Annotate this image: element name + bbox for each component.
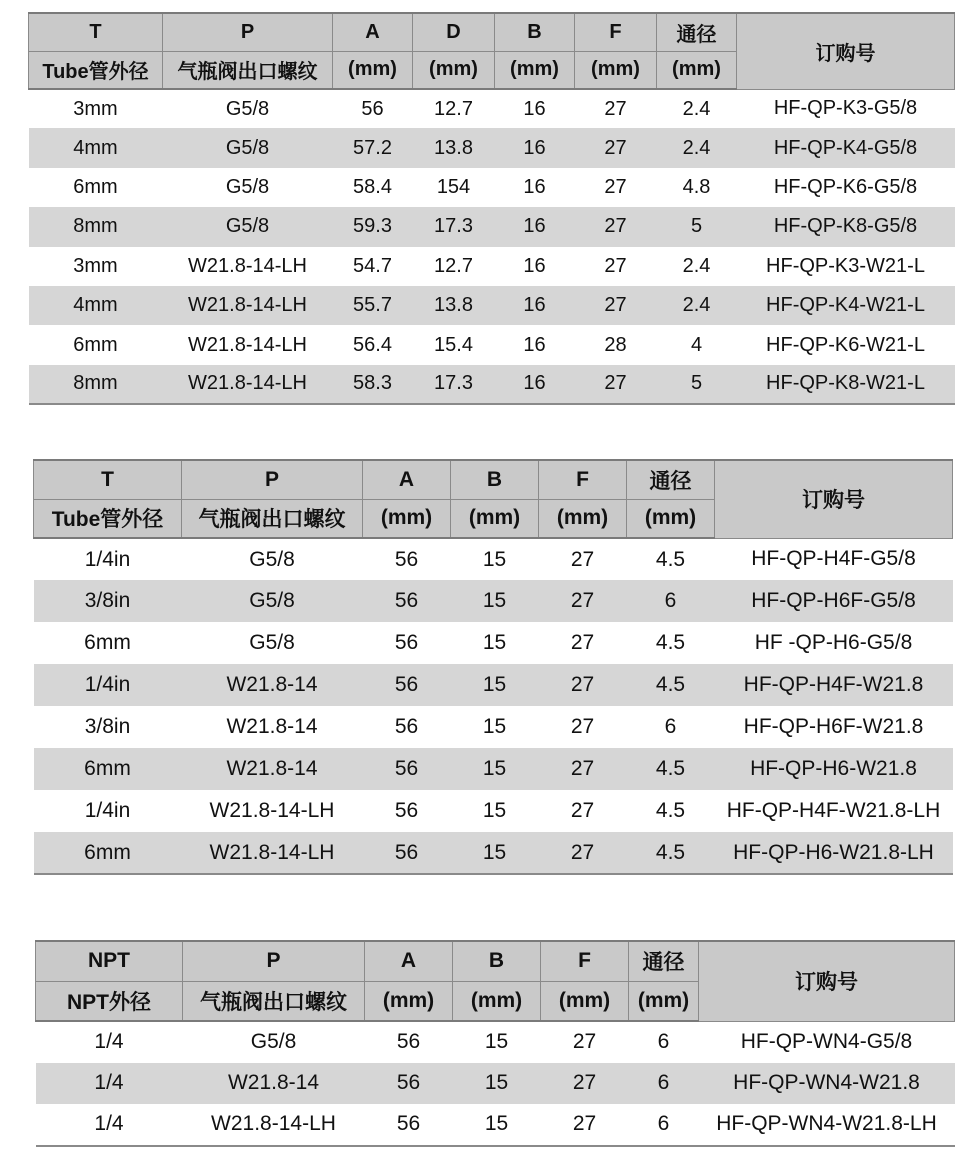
header-cell: B	[451, 460, 539, 499]
header-cell: (mm)	[451, 499, 539, 538]
table-cell: 16	[495, 128, 575, 167]
header-row	[34, 460, 953, 499]
order-number-cell: HF-QP-H4F-W21.8-LH	[726, 799, 941, 822]
table-cell: 1/4in	[34, 664, 182, 706]
table-cell: 4.5	[655, 547, 686, 571]
header-cell: NPT	[36, 941, 183, 981]
table-body	[29, 89, 955, 404]
table-cell: 27	[572, 1030, 597, 1054]
table-cell: 27	[575, 128, 657, 167]
table-row	[34, 664, 953, 706]
table-cell: 16	[523, 254, 546, 277]
table-cell: 56	[394, 799, 419, 822]
table-row	[34, 538, 953, 580]
table-row	[36, 1063, 955, 1105]
table-cell: 56	[365, 1104, 453, 1146]
table-row	[34, 580, 953, 622]
spec-table-3	[35, 940, 955, 1147]
order-number-cell: HF-QP-K6-G5/8	[773, 175, 918, 198]
table-cell: 4	[690, 333, 703, 356]
table-cell: 1/4	[94, 1030, 124, 1054]
table-cell: 3mm	[73, 254, 118, 277]
table-cell: 6mm	[73, 175, 118, 198]
table-cell: G5/8	[250, 1030, 297, 1054]
header-cell: P	[182, 460, 363, 499]
table-cell: 15	[451, 664, 539, 706]
table-row	[36, 1021, 955, 1063]
order-number-cell: HF-QP-WN4-W21.8-LH	[699, 1104, 955, 1146]
table-cell: 57.2	[333, 128, 413, 167]
header-cell: (mm)	[453, 981, 541, 1021]
table-header	[34, 460, 953, 538]
order-number-cell: HF-QP-K8-W21-L	[737, 365, 955, 404]
header-cell: P	[163, 13, 333, 51]
table-cell: 6mm	[34, 748, 182, 790]
table-cell: 15	[453, 1063, 541, 1105]
header-cell: (mm)	[539, 499, 627, 538]
header-cell: (mm)	[657, 51, 737, 89]
header-cell: 气瓶阀出口螺纹	[183, 981, 365, 1021]
table-cell: 27	[541, 1104, 629, 1146]
header-cell: (mm)	[495, 51, 575, 89]
header-cell: (mm)	[541, 981, 629, 1021]
header-cell: (mm)	[575, 51, 657, 89]
table-cell: 54.7	[353, 254, 392, 277]
table-row	[34, 790, 953, 832]
table-cell: 56	[396, 1030, 421, 1054]
table-cell: 6	[657, 1030, 670, 1054]
table-cell: 27	[575, 286, 657, 325]
header-cell: F	[541, 941, 629, 981]
table-cell: 1/4	[36, 1104, 183, 1146]
table-cell: 4mm	[29, 128, 163, 167]
table-cell: G5/8	[182, 580, 363, 622]
header-cell: T	[29, 13, 163, 51]
table-cell: 56	[394, 715, 419, 738]
header-row	[29, 13, 955, 51]
table-cell: 6	[629, 1104, 699, 1146]
table-cell: 27	[539, 832, 627, 874]
table-cell: 56	[361, 97, 384, 120]
table-cell: 16	[523, 333, 546, 356]
header-cell: A	[363, 460, 451, 499]
table-header	[36, 941, 955, 1021]
table-cell: 2.4	[657, 128, 737, 167]
table-cell: 27	[541, 1063, 629, 1105]
header-cell: P	[183, 941, 365, 981]
table-cell: 27	[539, 580, 627, 622]
table-header	[29, 13, 955, 89]
table-cell: 55.7	[333, 286, 413, 325]
order-number-cell: HF-QP-K3-W21-L	[766, 254, 925, 277]
header-cell: (mm)	[365, 981, 453, 1021]
table-cell: 6mm	[34, 832, 182, 874]
table-cell: 15	[482, 799, 507, 822]
table-cell: 27	[570, 547, 595, 571]
order-number-header: 订购号	[699, 941, 955, 1021]
table-cell: 6	[629, 1063, 699, 1105]
table-row	[29, 207, 955, 246]
table-cell: 8mm	[29, 207, 163, 246]
table-cell: 16	[523, 175, 546, 198]
header-cell: B	[453, 941, 541, 981]
table-cell: 56	[363, 748, 451, 790]
table-cell: 6mm	[84, 631, 131, 654]
order-number-cell: HF-QP-WN4-G5/8	[740, 1030, 913, 1053]
table-cell: 12.7	[434, 254, 473, 277]
header-row	[36, 941, 955, 981]
table-row	[36, 1104, 955, 1146]
table-cell: W21.8-14	[182, 664, 363, 706]
header-cell: F	[539, 460, 627, 499]
table-cell: G5/8	[163, 207, 333, 246]
order-number-cell: HF-QP-H6F-W21.8	[743, 715, 924, 738]
table-cell: 16	[523, 97, 546, 120]
table-cell: 13.8	[413, 286, 495, 325]
order-number-cell: HF-QP-H4F-G5/8	[751, 547, 916, 571]
table-cell: 13.8	[413, 128, 495, 167]
header-cell: Tube管外径	[29, 51, 163, 89]
table-cell: 6	[627, 580, 715, 622]
table-cell: 4.8	[682, 175, 711, 198]
table-cell: W21.8-14-LH	[182, 832, 363, 874]
table-cell: 5	[657, 365, 737, 404]
table-cell: W21.8-14-LH	[163, 286, 333, 325]
table-cell: W21.8-14-LH	[209, 799, 335, 822]
table-cell: 4.5	[627, 832, 715, 874]
table-cell: G5/8	[249, 547, 295, 571]
table-cell: 6mm	[73, 333, 118, 356]
spec-table-2	[33, 459, 953, 875]
table-cell: 3mm	[73, 97, 118, 120]
table-row	[29, 325, 955, 364]
table-cell: 59.3	[333, 207, 413, 246]
header-cell: 气瓶阀出口螺纹	[163, 51, 333, 89]
table-cell: 8mm	[29, 365, 163, 404]
table-cell: 28	[604, 333, 627, 356]
order-number-cell: HF -QP-H6-G5/8	[754, 631, 913, 654]
table-row	[29, 89, 955, 128]
table-cell: 56	[394, 631, 419, 654]
order-number-cell: HF-QP-H6-W21.8	[715, 748, 953, 790]
header-cell: 通径	[657, 13, 737, 51]
table-row	[29, 128, 955, 167]
header-cell: (mm)	[413, 51, 495, 89]
header-cell: 气瓶阀出口螺纹	[182, 499, 363, 538]
table-cell: 3/8in	[34, 580, 182, 622]
table-cell: 27	[570, 799, 595, 822]
table-cell: 27	[604, 175, 627, 198]
table-cell: 17.3	[413, 365, 495, 404]
header-cell: B	[495, 13, 575, 51]
order-number-header: 订购号	[715, 460, 953, 538]
table-cell: 56	[363, 832, 451, 874]
table-cell: 58.3	[333, 365, 413, 404]
table-cell: W21.8-14-LH	[183, 1104, 365, 1146]
table-cell: G5/8	[225, 175, 270, 198]
table-cell: 27	[570, 715, 595, 738]
table-cell: 17.3	[413, 207, 495, 246]
order-number-cell: HF-QP-K6-W21-L	[766, 333, 925, 356]
table-cell: 4mm	[29, 286, 163, 325]
table-cell: 12.7	[434, 97, 473, 120]
table-row	[34, 622, 953, 664]
table-row	[34, 748, 953, 790]
order-number-cell: HF-QP-H6-W21.8-LH	[715, 832, 953, 874]
header-cell: T	[34, 460, 182, 499]
table-cell: 56	[363, 580, 451, 622]
table-cell: 27	[539, 748, 627, 790]
spec-table-1	[28, 12, 955, 405]
table-row	[29, 247, 955, 286]
table-cell: 1/4in	[84, 799, 131, 822]
table-cell: 56	[394, 547, 419, 571]
table-cell: 15	[482, 715, 507, 738]
table-body	[36, 1021, 955, 1146]
table-cell: 2.4	[682, 254, 711, 277]
table-cell: 27	[570, 631, 595, 654]
table-row	[29, 168, 955, 207]
table-row	[34, 832, 953, 874]
header-cell: F	[575, 13, 657, 51]
table-cell: W21.8-14-LH	[163, 365, 333, 404]
table-cell: 2.4	[682, 97, 711, 120]
table-cell: 154	[436, 175, 471, 198]
header-cell: A	[333, 13, 413, 51]
table-cell: 27	[575, 365, 657, 404]
header-cell: NPT外径	[36, 981, 183, 1021]
table-body	[34, 538, 953, 874]
header-cell: (mm)	[627, 499, 715, 538]
table-cell: 15	[482, 547, 507, 571]
header-cell: (mm)	[629, 981, 699, 1021]
table-cell: G5/8	[249, 631, 295, 654]
table-cell: 4.5	[627, 748, 715, 790]
table-cell: 2.4	[657, 286, 737, 325]
table-cell: 27	[604, 97, 627, 120]
table-cell: 15.4	[434, 333, 473, 356]
table-row	[34, 706, 953, 748]
table-cell: 4.5	[655, 631, 686, 654]
table-cell: G5/8	[163, 128, 333, 167]
order-number-cell: HF-QP-K4-G5/8	[737, 128, 955, 167]
table-cell: W21.8-14-LH	[188, 254, 307, 277]
table-row	[29, 365, 955, 404]
order-number-cell: HF-QP-K4-W21-L	[737, 286, 955, 325]
order-number-cell: HF-QP-H6F-G5/8	[715, 580, 953, 622]
table-cell: 15	[484, 1030, 509, 1054]
table-cell: 56	[363, 664, 451, 706]
header-cell: 通径	[627, 460, 715, 499]
table-cell: W21.8-14	[226, 715, 318, 738]
table-cell: W21.8-14	[183, 1063, 365, 1105]
table-cell: 1/4	[36, 1063, 183, 1105]
table-cell: W21.8-14-LH	[188, 333, 307, 356]
table-cell: 1/4in	[84, 547, 131, 571]
order-number-cell: HF-QP-WN4-W21.8	[699, 1063, 955, 1105]
table-cell: 4.5	[655, 799, 686, 822]
table-cell: 15	[482, 631, 507, 654]
table-cell: 16	[495, 365, 575, 404]
order-number-cell: HF-QP-K3-G5/8	[773, 97, 918, 120]
header-cell: Tube管外径	[34, 499, 182, 538]
table-cell: 16	[495, 286, 575, 325]
table-cell: W21.8-14	[182, 748, 363, 790]
table-row	[29, 286, 955, 325]
table-cell: 27	[604, 254, 627, 277]
table-cell: 16	[495, 207, 575, 246]
table-cell: 15	[453, 1104, 541, 1146]
header-cell: (mm)	[363, 499, 451, 538]
table-cell: 56.4	[353, 333, 392, 356]
order-number-header: 订购号	[737, 13, 955, 89]
header-cell: D	[413, 13, 495, 51]
table-cell: 58.4	[353, 175, 392, 198]
order-number-cell: HF-QP-K8-G5/8	[737, 207, 955, 246]
header-cell: A	[365, 941, 453, 981]
table-cell: 6	[664, 715, 677, 738]
header-cell: 通径	[629, 941, 699, 981]
table-cell: 27	[539, 664, 627, 706]
table-cell: G5/8	[225, 97, 270, 120]
table-cell: 15	[451, 748, 539, 790]
header-cell: (mm)	[333, 51, 413, 89]
table-cell: 4.5	[627, 664, 715, 706]
order-number-cell: HF-QP-H4F-W21.8	[715, 664, 953, 706]
table-cell: 15	[451, 580, 539, 622]
table-cell: 15	[451, 832, 539, 874]
table-cell: 3/8in	[84, 715, 131, 738]
table-cell: 27	[575, 207, 657, 246]
table-cell: 5	[657, 207, 737, 246]
table-cell: 56	[365, 1063, 453, 1105]
